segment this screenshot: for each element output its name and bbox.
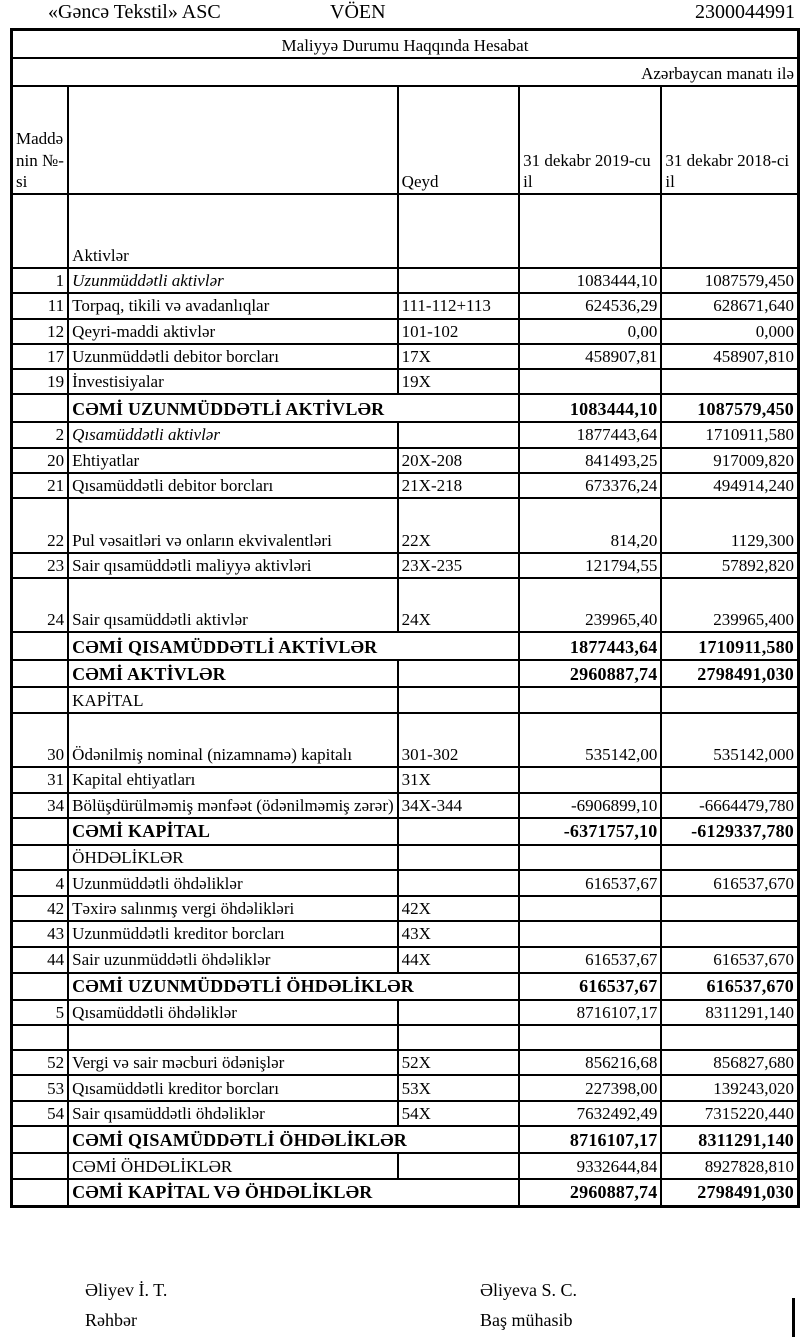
cell-no: 21 (12, 473, 69, 498)
cell-2018: 7315220,440 (661, 1101, 798, 1126)
cell-2018 (661, 194, 798, 268)
cell-qeyd (398, 268, 519, 293)
cell-name: CƏMİ KAPİTAL VƏ ÖHDƏLİKLƏR (68, 1179, 519, 1206)
cell-2019 (519, 767, 661, 792)
cell-qeyd: 31X (398, 767, 519, 792)
cell-2018: 616537,670 (661, 973, 798, 1000)
cell-qeyd: 44X (398, 947, 519, 973)
cell-2018 (661, 687, 798, 713)
cell-2019: 1083444,10 (519, 268, 661, 293)
document-header (0, 1, 800, 27)
cell-2019: 673376,24 (519, 473, 661, 498)
cell-2018: 458907,810 (661, 344, 798, 369)
cell-2019: 2960887,74 (519, 660, 661, 687)
header-2019: 31 dekabr 2019-cu il (519, 86, 661, 194)
cell-2018: 535142,000 (661, 713, 798, 767)
cell-2019: 1877443,64 (519, 422, 661, 447)
cell-name: CƏMİ UZUNMÜDDƏTLİ ÖHDƏLİKLƏR (68, 973, 519, 1000)
cell-2019: 239965,40 (519, 578, 661, 632)
cell-2018 (661, 369, 798, 394)
cell-qeyd: 301-302 (398, 713, 519, 767)
signature-right (480, 1280, 577, 1336)
signature-right-name: Əliyeva S. C. (480, 1280, 577, 1300)
cell-name: Ehtiyatlar (68, 448, 398, 473)
cell-qeyd: 43X (398, 921, 519, 946)
cell-2018 (661, 921, 798, 946)
table-row (12, 394, 799, 422)
cell-2018: 917009,820 (661, 448, 798, 473)
signature-left (85, 1280, 167, 1336)
cell-qeyd: 23X-235 (398, 553, 519, 578)
cell-2019: 624536,29 (519, 293, 661, 318)
cell-name: KAPİTAL (68, 687, 398, 713)
cell-2018: 494914,240 (661, 473, 798, 498)
table-row (12, 473, 799, 498)
cell-2019: 2960887,74 (519, 1179, 661, 1206)
cell-name: Uzunmüddətli öhdəliklər (68, 870, 398, 896)
cell-2018: 57892,820 (661, 553, 798, 578)
cell-2018: 616537,670 (661, 947, 798, 973)
cell-no: 34 (12, 793, 69, 818)
cell-2018: 1129,300 (661, 498, 798, 553)
cell-2018: 2798491,030 (661, 1179, 798, 1206)
cell-no (12, 394, 69, 422)
cell-qeyd: 101-102 (398, 319, 519, 344)
cell-name: Uzunmüddətli debitor borcları (68, 344, 398, 369)
cell-2018: 1710911,580 (661, 632, 798, 660)
cell-name: Aktivlər (68, 194, 398, 268)
cell-2019: 0,00 (519, 319, 661, 344)
table-row (12, 793, 799, 818)
cell-no: 11 (12, 293, 69, 318)
company-name: «Gəncə Tekstil» ASC (48, 1, 221, 23)
cell-2019: 7632492,49 (519, 1101, 661, 1126)
signature-right-title: Baş mühasib (480, 1310, 573, 1330)
cell-qeyd: 19X (398, 369, 519, 394)
cell-2018: -6129337,780 (661, 818, 798, 845)
cell-no (12, 1126, 69, 1153)
header-qeyd: Qeyd (398, 86, 519, 194)
cell-2018: 2798491,030 (661, 660, 798, 687)
cell-name: Ödənilmiş nominal (nizamnamə) kapitalı (68, 713, 398, 767)
cell-no (12, 845, 69, 870)
cell-no: 53 (12, 1075, 69, 1101)
cell-qeyd: 34X-344 (398, 793, 519, 818)
cell-name: Pul vəsaitləri və onların ekvivalentləri (68, 498, 398, 553)
cell-2018 (661, 1025, 798, 1050)
cell-qeyd: 20X-208 (398, 448, 519, 473)
table-row (12, 896, 799, 921)
table-row (12, 870, 799, 896)
cell-2018: 1087579,450 (661, 394, 798, 422)
cell-qeyd (398, 194, 519, 268)
table-row (12, 448, 799, 473)
cell-name: Sair qısamüddətli öhdəliklər (68, 1101, 398, 1126)
cell-qeyd (398, 818, 519, 845)
table-row (12, 660, 799, 687)
cell-2019: 856216,68 (519, 1050, 661, 1075)
cell-name: Təxirə salınmış vergi öhdəlikləri (68, 896, 398, 921)
cell-2018: 0,000 (661, 319, 798, 344)
cell-qeyd: 53X (398, 1075, 519, 1101)
table-row (12, 687, 799, 713)
cell-name: CƏMİ KAPİTAL (68, 818, 398, 845)
cell-2018: 8311291,140 (661, 1126, 798, 1153)
cell-2018: 616537,670 (661, 870, 798, 896)
cell-name: Bölüşdürülməmiş mənfəət (ödənilməmiş zərər) (68, 793, 398, 818)
cell-qeyd: 21X-218 (398, 473, 519, 498)
signature-left-title: Rəhbər (85, 1310, 137, 1330)
cell-name: Uzunmüddətli kreditor borcları (68, 921, 398, 946)
cell-name: Sair qısamüddətli aktivlər (68, 578, 398, 632)
cell-2019 (519, 921, 661, 946)
table-row (12, 553, 799, 578)
cell-2019: 535142,00 (519, 713, 661, 767)
cell-no: 31 (12, 767, 69, 792)
cell-2019: -6371757,10 (519, 818, 661, 845)
cell-name: CƏMİ ÖHDƏLİKLƏR (68, 1153, 398, 1179)
cell-name: CƏMİ AKTİVLƏR (68, 660, 398, 687)
table-row (12, 369, 799, 394)
cell-2018: 239965,400 (661, 578, 798, 632)
cell-2019: 1877443,64 (519, 632, 661, 660)
cell-no: 24 (12, 578, 69, 632)
cell-2018: -6664479,780 (661, 793, 798, 818)
cell-no: 12 (12, 319, 69, 344)
signature-left-name: Əliyev İ. T. (85, 1280, 168, 1300)
cell-2019: -6906899,10 (519, 793, 661, 818)
cell-name: Qısamüddətli aktivlər (68, 422, 398, 447)
cell-2018: 1710911,580 (661, 422, 798, 447)
cell-name: Kapital ehtiyatları (68, 767, 398, 792)
cell-2019: 458907,81 (519, 344, 661, 369)
cell-2018: 628671,640 (661, 293, 798, 318)
cell-no: 43 (12, 921, 69, 946)
cell-no (12, 687, 69, 713)
balance-sheet-table (10, 28, 800, 1208)
cell-name: Qısamüddətli öhdəliklər (68, 1000, 398, 1025)
voen-label: VÖEN (330, 1, 386, 23)
cell-qeyd (398, 870, 519, 896)
cell-no: 22 (12, 498, 69, 553)
cell-no: 1 (12, 268, 69, 293)
table-row (12, 1179, 799, 1206)
cell-qeyd (398, 660, 519, 687)
header-name (68, 86, 398, 194)
table-row (12, 1075, 799, 1101)
cell-no (12, 1179, 69, 1206)
cell-2018 (661, 896, 798, 921)
table-row (12, 818, 799, 845)
cell-name: Qısamüddətli kreditor borcları (68, 1075, 398, 1101)
cell-qeyd (398, 687, 519, 713)
cell-qeyd (398, 845, 519, 870)
cell-2019 (519, 369, 661, 394)
cell-2019: 814,20 (519, 498, 661, 553)
cell-2019: 841493,25 (519, 448, 661, 473)
cell-2018 (661, 767, 798, 792)
cell-no: 19 (12, 369, 69, 394)
cell-qeyd (398, 422, 519, 447)
cell-name (68, 1025, 398, 1050)
currency-note: Azərbaycan manatı ilə (12, 58, 799, 86)
table-row (12, 498, 799, 553)
table-row (12, 268, 799, 293)
cell-2019: 227398,00 (519, 1075, 661, 1101)
table-row (12, 947, 799, 973)
cell-2019: 616537,67 (519, 947, 661, 973)
table-row (12, 1101, 799, 1126)
cell-2018: 8927828,810 (661, 1153, 798, 1179)
cell-no: 44 (12, 947, 69, 973)
cell-2018: 8311291,140 (661, 1000, 798, 1025)
table-row (12, 1000, 799, 1025)
cell-name: CƏMİ QISAMÜDDƏTLİ ÖHDƏLİKLƏR (68, 1126, 519, 1153)
cell-2018: 139243,020 (661, 1075, 798, 1101)
cell-no (12, 1025, 69, 1050)
voen-value: 2300044991 (695, 1, 795, 23)
cell-no (12, 818, 69, 845)
cell-qeyd (398, 1000, 519, 1025)
cell-2019 (519, 687, 661, 713)
table-row (12, 344, 799, 369)
cell-no: 54 (12, 1101, 69, 1126)
cell-name: CƏMİ UZUNMÜDDƏTLİ AKTİVLƏR (68, 394, 519, 422)
table-row (12, 194, 799, 268)
table-row (12, 632, 799, 660)
cell-no (12, 194, 69, 268)
cell-name: Qısamüddətli debitor borcları (68, 473, 398, 498)
cell-no (12, 1153, 69, 1179)
cell-name: Sair uzunmüddətli öhdəliklər (68, 947, 398, 973)
cell-name: Sair qısamüddətli maliyyə aktivləri (68, 553, 398, 578)
cell-no: 5 (12, 1000, 69, 1025)
column-header-row (12, 86, 799, 194)
cell-no: 4 (12, 870, 69, 896)
cell-2019: 616537,67 (519, 973, 661, 1000)
cell-qeyd (398, 1153, 519, 1179)
table-row (12, 921, 799, 946)
cell-2019 (519, 896, 661, 921)
cell-qeyd: 24X (398, 578, 519, 632)
table-body (12, 194, 799, 1206)
cell-name: CƏMİ QISAMÜDDƏTLİ AKTİVLƏR (68, 632, 519, 660)
header-2018: 31 dekabr 2018-ci il (661, 86, 798, 194)
cell-no: 17 (12, 344, 69, 369)
cell-qeyd: 42X (398, 896, 519, 921)
cell-2019: 1083444,10 (519, 394, 661, 422)
cell-2019: 9332644,84 (519, 1153, 661, 1179)
table-row (12, 1126, 799, 1153)
currency-note-row (12, 58, 799, 86)
cell-2019 (519, 194, 661, 268)
table-row (12, 973, 799, 1000)
cell-qeyd: 22X (398, 498, 519, 553)
cell-no: 52 (12, 1050, 69, 1075)
cell-no: 23 (12, 553, 69, 578)
table-row (12, 578, 799, 632)
page-edge-line (792, 1298, 795, 1337)
cell-no (12, 660, 69, 687)
table-row (12, 767, 799, 792)
cell-no: 2 (12, 422, 69, 447)
cell-2019: 8716107,17 (519, 1126, 661, 1153)
header-no: Maddənin №-si (12, 86, 69, 194)
table-row (12, 319, 799, 344)
cell-qeyd: 111-112+113 (398, 293, 519, 318)
report-title-row (12, 30, 799, 59)
table-row (12, 293, 799, 318)
cell-name: İnvestisiyalar (68, 369, 398, 394)
cell-2018 (661, 845, 798, 870)
table-row (12, 1050, 799, 1075)
cell-qeyd: 52X (398, 1050, 519, 1075)
cell-2019 (519, 1025, 661, 1050)
report-title: Maliyyə Durumu Haqqında Hesabat (12, 30, 799, 59)
cell-name: Vergi və sair məcburi ödənişlər (68, 1050, 398, 1075)
table-row (12, 845, 799, 870)
cell-qeyd: 17X (398, 344, 519, 369)
table-row (12, 422, 799, 447)
cell-2019: 8716107,17 (519, 1000, 661, 1025)
cell-no: 20 (12, 448, 69, 473)
cell-2018: 1087579,450 (661, 268, 798, 293)
cell-name: Torpaq, tikili və avadanlıqlar (68, 293, 398, 318)
cell-2018: 856827,680 (661, 1050, 798, 1075)
cell-2019: 121794,55 (519, 553, 661, 578)
cell-no (12, 632, 69, 660)
table-row (12, 1153, 799, 1179)
cell-no: 42 (12, 896, 69, 921)
cell-name: Qeyri-maddi aktivlər (68, 319, 398, 344)
cell-name: ÖHDƏLİKLƏR (68, 845, 398, 870)
cell-qeyd: 54X (398, 1101, 519, 1126)
cell-qeyd (398, 1025, 519, 1050)
cell-2019 (519, 845, 661, 870)
cell-name: Uzunmüddətli aktivlər (68, 268, 398, 293)
cell-no (12, 973, 69, 1000)
table-row (12, 1025, 799, 1050)
table-row (12, 713, 799, 767)
cell-2019: 616537,67 (519, 870, 661, 896)
cell-no: 30 (12, 713, 69, 767)
